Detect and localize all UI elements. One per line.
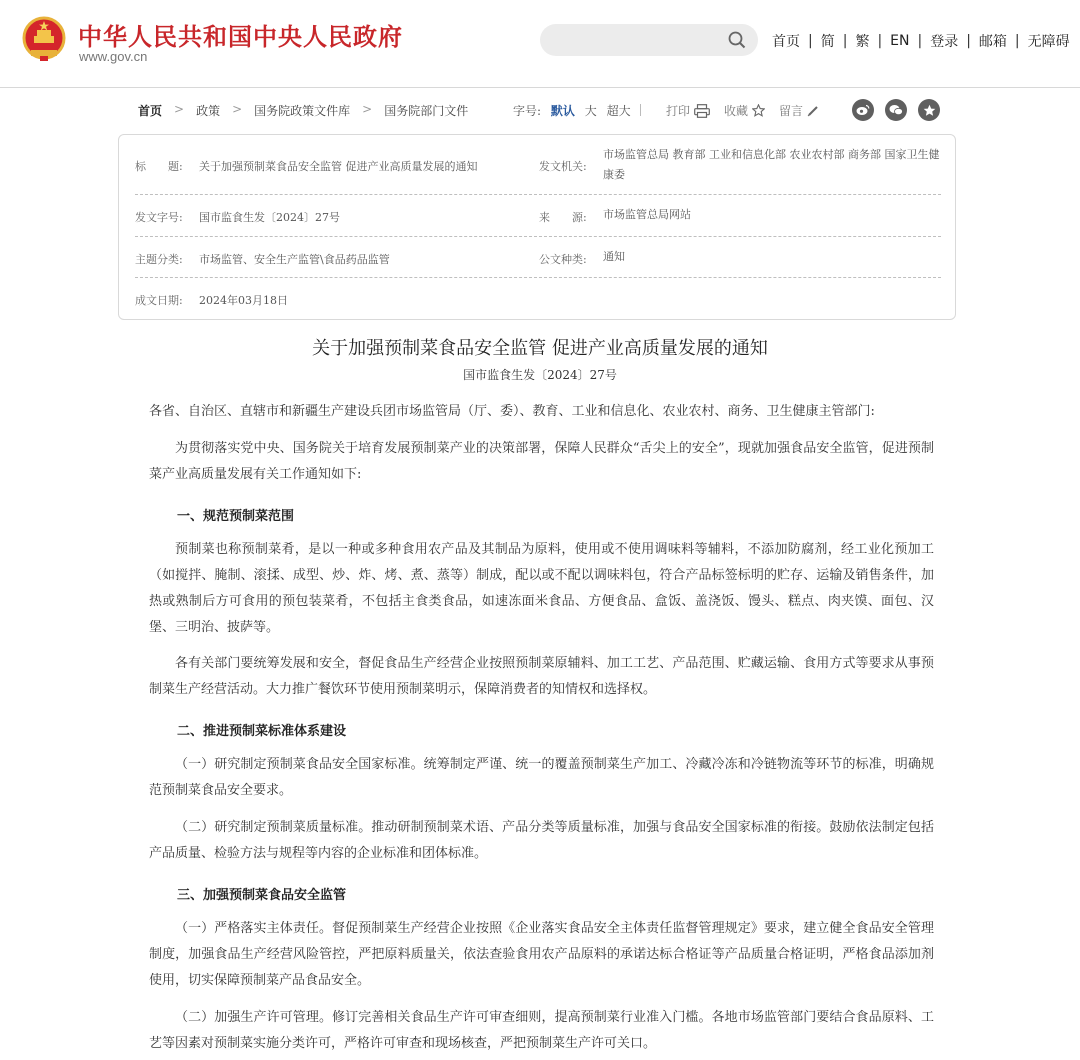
nav-simplified-link[interactable]: 简 [820,34,835,50]
nav-login-link[interactable]: 登录 [930,34,959,50]
favorite-label: 收藏 [724,104,749,118]
article-title: 关于加强预制菜食品安全监管 促进产业高质量发展的通知 [312,338,768,359]
share-buttons [852,99,951,121]
nav-divider: | [917,33,923,49]
meta-date-value: 2024年03月18日 [199,294,288,307]
wechat-icon[interactable] [885,99,907,121]
national-emblem-icon[interactable] [22,16,66,62]
nav-divider: | [842,33,848,49]
divider [640,104,641,116]
meta-doctype-label: 公文种类: [539,253,587,266]
favorite-button[interactable] [724,102,765,119]
nav-divider: | [877,33,883,49]
meta-issuer-value: 市场监管总局 教育部 工业和信息化部 农业农村部 商务部 国家卫生健康委 [603,148,940,181]
pencil-icon [807,105,819,117]
article-recipients: 各省、自治区、直辖市和新疆生产建设兵团市场监管局（厅、委）、教育、工业和信息化、农业农村、商务、卫生健康主管部门: [149,404,875,419]
meta-row-date [135,278,941,318]
top-nav [772,31,1070,51]
meta-source-value: 市场监管总局网站 [603,208,691,221]
breadcrumb [138,102,468,119]
nav-divider: | [966,33,971,49]
nav-english-link[interactable]: EN [890,33,910,49]
search-icon[interactable] [728,31,746,49]
print-label: 打印 [666,104,691,118]
meta-row-title [135,143,941,195]
chevron-right-icon: > [174,102,185,116]
meta-category-value: 市场监管、安全生产监管\食品药品监管 [199,253,390,266]
chevron-right-icon: > [362,102,373,116]
breadcrumb-policy[interactable]: 政策 [196,104,221,118]
meta-title-value: 关于加强预制菜食品安全监管 促进产业高质量发展的通知 [199,160,478,173]
nav-mail-link[interactable]: 邮箱 [978,34,1007,50]
article-intro: 为贯彻落实党中央、国务院关于培育发展预制菜产业的决策部署，保障人民群众“舌尖上的安全”，现就加强食品安全监管，促进预制菜产业高质量发展有关工作通知如下: [149,441,934,482]
nav-accessibility-link[interactable]: 无障碍 [1027,34,1070,50]
article-paragraph: （一）严格落实主体责任。督促预制菜生产经营企业按照《企业落实食品安全主体责任监督管理规定》要求，建立健全食品安全管理制度，加强食品生产经营风险管控，严把原料质量关，依法查验食用农产品原料的承诺达标合格证等产品质量合格证明，严格食品添加剂使用，切实保障预制菜产品食品安全。 [149,921,934,988]
article-paragraph: （二）加强生产许可管理。修订完善相关食品生产许可审查细则，提高预制菜行业准入门槛。各地市场监管部门要结合食品原料、工艺等因素对预制菜实施分类许可，严格许可审查和现场核查，严把预制菜生产许可关口。 [149,1010,934,1051]
meta-docno-value: 国市监食生发〔2024〕27号 [199,211,340,224]
breadcrumb-home[interactable]: 首页 [138,104,163,118]
font-size-label: 字号: [513,104,542,118]
meta-source-label: 来 源: [539,211,587,224]
article-paragraph: 各有关部门要统筹发展和安全，督促食品生产经营企业按照预制菜原辅料、加工工艺、产品范围、贮藏运输、食用方式等要求从事预制菜生产经营活动。大力推广餐饮环节使用预制菜明示，保障消费者的知情权和选择权。 [149,656,934,697]
star-icon [752,104,765,117]
printer-icon [694,104,710,118]
article-paragraph: （一）研究制定预制菜食品安全国家标准。统筹制定严谨、统一的覆盖预制菜生产加工、冷藏冷冻和冷链物流等环节的标准，明确规范预制菜食品安全要求。 [149,757,934,798]
article-paragraph: 预制菜也称预制菜肴，是以一种或多种食用农产品及其制品为原料，使用或不使用调味料等辅料，不添加防腐剂，经工业化预加工（如搅拌、腌制、滚揉、成型、炒、炸、烤、煮、蒸等）制成，配以或不配以调味料包，符合产品标签标明的贮存、运输及销售条件，加热或熟制后方可食用的预包装菜肴，不包括主食类食品，如速冻面米食品、方便食品、盒饭、盖浇饭、馒头、糕点、肉夹馍、面包、汉堡、三明治、披萨等。 [149,542,934,635]
meta-title-label: 标 题: [135,160,183,173]
section-heading: 二、推进预制菜标准体系建设 [177,724,347,739]
section-heading: 一、规范预制菜范围 [177,509,295,524]
toolbar-row [138,101,938,121]
font-size-selector [513,102,637,119]
nav-divider: | [1014,33,1020,49]
font-size-large[interactable]: 大 [584,104,597,118]
section-heading: 三、加强预制菜食品安全监管 [177,888,347,903]
meta-docno-label: 发文字号: [135,211,183,224]
site-title[interactable]: 中华人民共和国中央人民政府 [78,23,403,51]
meta-row-docno [135,195,941,237]
nav-divider: | [808,33,813,49]
comment-label: 留言 [779,104,804,118]
nav-traditional-link[interactable]: 繁 [855,34,870,50]
search-input[interactable] [540,24,758,56]
comment-button[interactable] [779,102,819,119]
chevron-right-icon: > [232,102,243,116]
breadcrumb-department-docs[interactable]: 国务院部门文件 [384,104,469,118]
meta-issuer-label: 发文机关: [539,160,587,173]
breadcrumb-policy-library[interactable]: 国务院政策文件库 [254,104,351,118]
meta-doctype-value: 通知 [603,250,625,263]
site-header [0,0,1080,88]
meta-row-category [135,237,941,278]
meta-category-label: 主题分类: [135,253,183,266]
font-size-default[interactable]: 默认 [550,104,575,118]
nav-home-link[interactable]: 首页 [772,34,800,50]
site-domain: www.gov.cn [79,49,148,64]
meta-date-label: 成文日期: [135,294,183,307]
qzone-star-icon[interactable] [918,99,940,121]
print-button[interactable] [666,102,710,119]
article-paragraph: （二）研究制定预制菜质量标准。推动研制预制菜术语、产品分类等质量标准，加强与食品安全国家标准的衔接。鼓励依法制定包括产品质量、检验方法与规程等内容的企业标准和团体标准。 [149,820,934,861]
document-metadata-panel [118,134,956,320]
weibo-icon[interactable] [852,99,874,121]
font-size-xlarge[interactable]: 超大 [606,104,631,118]
article-tools [666,102,833,119]
article-doc-number: 国市监食生发〔2024〕27号 [463,368,617,382]
